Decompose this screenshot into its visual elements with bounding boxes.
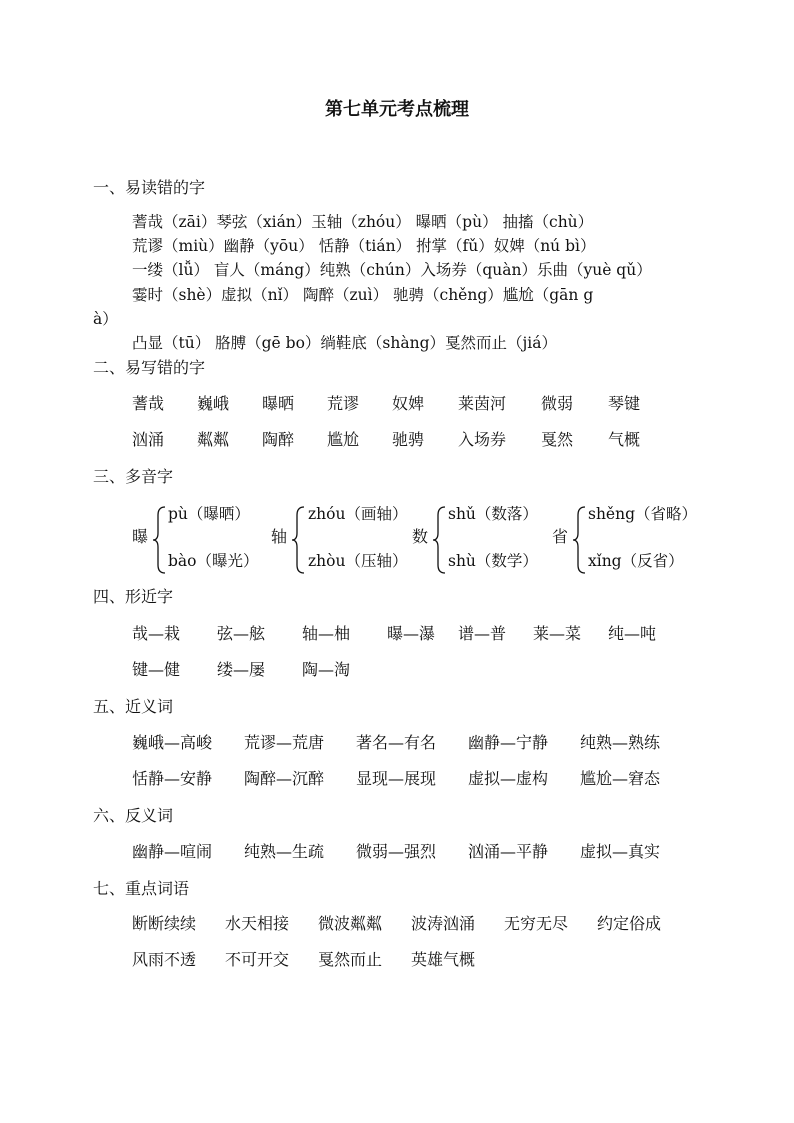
word: 入场券 bbox=[458, 430, 507, 449]
polyphone-reading: xǐng（反省） bbox=[588, 552, 684, 570]
word-pair: 谱—普 bbox=[458, 624, 507, 643]
word-pair: 莱—菜 bbox=[533, 624, 582, 643]
polyphone-char: 曝 bbox=[132, 527, 149, 546]
word: 莱茵河 bbox=[458, 394, 507, 413]
word-pair: 荒谬—荒唐 bbox=[244, 733, 325, 752]
word-pair: 纯—吨 bbox=[608, 624, 657, 643]
word-pair: 陶—淘 bbox=[302, 660, 351, 679]
word-pair: 显现—展现 bbox=[356, 769, 437, 788]
word-pair: 恬静—安静 bbox=[132, 769, 213, 788]
word-pair: 汹涌—平静 bbox=[468, 842, 549, 861]
word: 陶醉 bbox=[262, 430, 295, 449]
polyphone-reading: shǔ（数落） bbox=[448, 505, 538, 523]
polyphone-reading: shù（数学） bbox=[448, 552, 538, 570]
section-heading-key-phrases: 七、重点词语 bbox=[93, 879, 190, 898]
polyphone-reading: pù（曝晒） bbox=[168, 505, 250, 523]
word: 微弱 bbox=[541, 394, 574, 413]
section-heading-antonyms: 六、反义词 bbox=[93, 806, 174, 825]
word: 戛然 bbox=[541, 430, 574, 449]
polyphone-reading: zhóu（画轴） bbox=[308, 505, 408, 523]
word: 琴键 bbox=[608, 394, 641, 413]
phrase: 水天相接 bbox=[225, 914, 290, 933]
phrase: 不可开交 bbox=[225, 950, 290, 969]
section-heading-similar: 四、形近字 bbox=[93, 587, 174, 606]
word-pair: 纯熟—熟练 bbox=[580, 733, 661, 752]
polyphone-char: 轴 bbox=[271, 527, 288, 546]
phrase: 风雨不透 bbox=[132, 950, 197, 969]
page-title: 第七单元考点梳理 bbox=[325, 99, 469, 120]
phrase: 波涛汹涌 bbox=[411, 914, 476, 933]
word-pair: 著名—有名 bbox=[356, 733, 437, 752]
polyphone-char: 省 bbox=[552, 527, 569, 546]
phrase: 约定俗成 bbox=[597, 914, 662, 933]
word: 汹涌 bbox=[132, 430, 165, 449]
word: 奴婢 bbox=[392, 394, 425, 413]
word: 粼粼 bbox=[197, 430, 230, 449]
word-pair: 轴—柚 bbox=[302, 624, 351, 643]
polyphone-reading: bào（曝光） bbox=[168, 552, 259, 570]
phrase: 微波粼粼 bbox=[318, 914, 383, 933]
brace-icon bbox=[432, 506, 446, 574]
word-pair: 尴尬—窘态 bbox=[580, 769, 661, 788]
word-pair: 弦—舷 bbox=[217, 624, 266, 643]
word-pair: 陶醉—沉醉 bbox=[244, 769, 325, 788]
brace-icon bbox=[152, 506, 166, 574]
word: 荒谬 bbox=[327, 394, 360, 413]
misread-line: 荒谬（miù）幽静（yōu） 恬静（tián） 拊掌（fǔ）奴婢（nú bì） bbox=[132, 237, 596, 255]
polyphone-block bbox=[132, 500, 732, 580]
section-heading-synonyms: 五、近义词 bbox=[93, 697, 174, 716]
word: 驰骋 bbox=[392, 430, 425, 449]
word-pair: 幽静—喧闹 bbox=[132, 842, 213, 861]
misread-line: 霎时（shè）虚拟（nǐ） 陶醉（zuì） 驰骋（chěng）尴尬（gān g bbox=[132, 286, 594, 304]
word: 蓍哉 bbox=[132, 394, 165, 413]
phrase: 无穷无尽 bbox=[504, 914, 569, 933]
word: 气概 bbox=[608, 430, 641, 449]
word: 尴尬 bbox=[327, 430, 360, 449]
polyphone-reading: shěng（省略） bbox=[588, 505, 698, 523]
phrase: 断断续续 bbox=[132, 914, 197, 933]
polyphone-char: 数 bbox=[412, 527, 429, 546]
brace-icon bbox=[572, 506, 586, 574]
section-heading-polyphone: 三、多音字 bbox=[93, 467, 174, 486]
section-heading-miswrite: 二、易写错的字 bbox=[93, 358, 206, 377]
word-pair: 虚拟—虚构 bbox=[468, 769, 549, 788]
section-heading-misread: 一、易读错的字 bbox=[93, 178, 206, 197]
misread-line-wrap: à） bbox=[93, 310, 118, 328]
word-pair: 巍峨—高峻 bbox=[132, 733, 213, 752]
word-pair: 键—健 bbox=[132, 660, 181, 679]
misread-line: 蓍哉（zāi）琴弦（xián）玉轴（zhóu） 曝晒（pù） 抽搐（chù） bbox=[132, 213, 594, 231]
word-pair: 幽静—宁静 bbox=[468, 733, 549, 752]
word-pair: 哉—栽 bbox=[132, 624, 181, 643]
word-pair: 微弱—强烈 bbox=[356, 842, 437, 861]
polyphone-reading: zhòu（压轴） bbox=[308, 552, 408, 570]
misread-line: 一缕（lǚ） 盲人（máng）纯熟（chún）入场券（quàn）乐曲（yuè qǔ） bbox=[132, 261, 652, 279]
brace-icon bbox=[291, 506, 305, 574]
phrase: 英雄气概 bbox=[411, 950, 476, 969]
misread-line: 凸显（tū） 胳膊（gē bo）绱鞋底（shàng）戛然而止（jiá） bbox=[132, 334, 558, 352]
phrase: 戛然而止 bbox=[318, 950, 383, 969]
word-pair: 缕—屡 bbox=[217, 660, 266, 679]
word-pair: 虚拟—真实 bbox=[580, 842, 661, 861]
word-pair: 纯熟—生疏 bbox=[244, 842, 325, 861]
word: 曝晒 bbox=[262, 394, 295, 413]
word-pair: 曝—瀑 bbox=[387, 624, 436, 643]
word: 巍峨 bbox=[197, 394, 230, 413]
